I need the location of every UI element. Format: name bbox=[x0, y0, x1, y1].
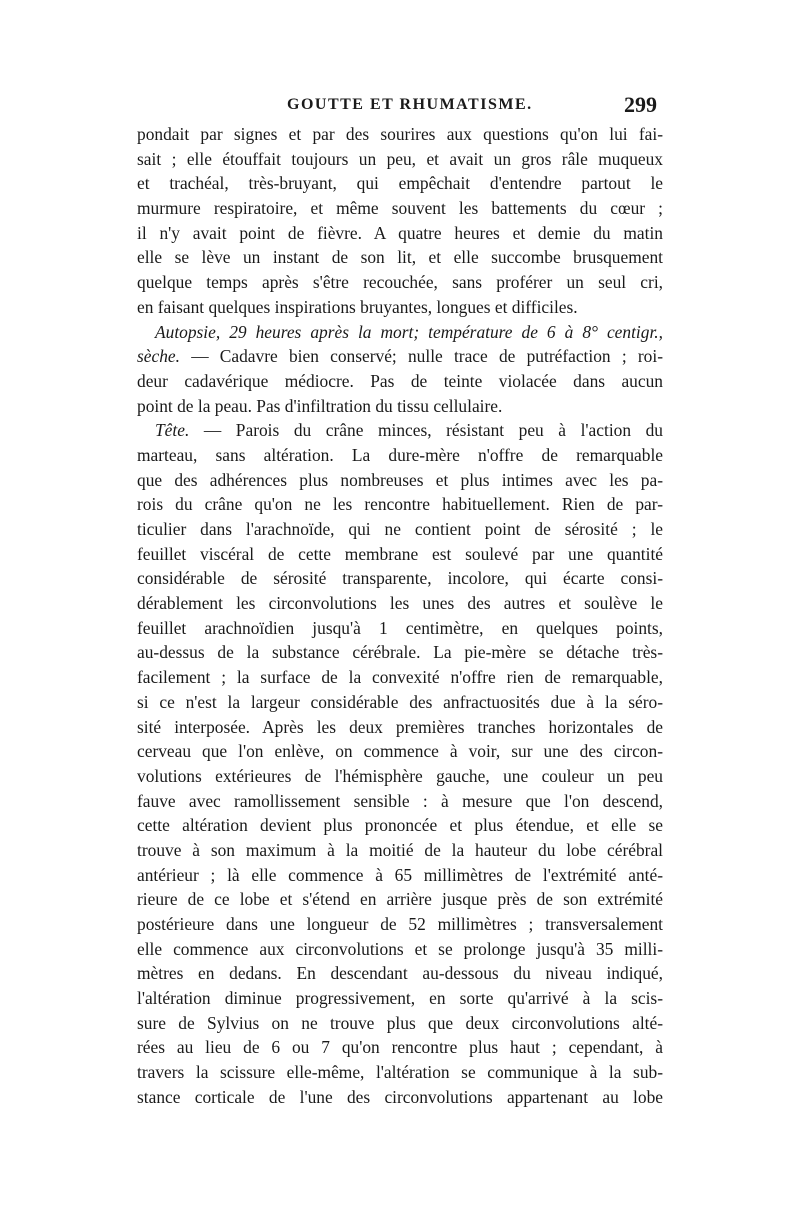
text-line: postérieure dans une longueur de 52 millimètres ; transversalement bbox=[137, 914, 663, 934]
text-line: cerveau que l'on enlève, on commence à voir, sur une des circon- bbox=[137, 741, 663, 762]
text-line: au-dessus de la substance cérébrale. La pie-mère se détache très- bbox=[137, 642, 663, 663]
text-line: rieure de ce lobe et s'étend en arrière jusque près de son extrémité bbox=[137, 889, 663, 910]
text-line: ticulier dans l'arachnoïde, qui ne contient point de sérosité ; le bbox=[137, 519, 663, 539]
page-number: 299 bbox=[624, 92, 657, 117]
text-line: elle se lève un instant de son lit, et elle succombe brusquement bbox=[137, 247, 663, 268]
text-line: marteau, sans altération. La dure-mère n'offre de remarquable bbox=[137, 444, 663, 465]
text-line: sure de Sylvius on ne trouve plus que deux circonvolutions alté- bbox=[137, 1012, 663, 1033]
text-line: cette altération devient plus prononcée et plus étendue, et elle se bbox=[137, 815, 663, 836]
running-title: GOUTTE ET RHUMATISME. bbox=[287, 96, 533, 113]
text-line: deur cadavérique médiocre. Pas de teinte violacée dans aucun bbox=[137, 370, 663, 391]
text-line: quelque temps après s'être recouchée, sans proférer un seul cri, bbox=[137, 272, 663, 293]
text-line: murmure respiratoire, et même souvent les battements du cœur ; bbox=[137, 198, 663, 219]
text-run: — Parois du crâne minces, résistant peu à l'action du bbox=[189, 420, 663, 441]
text-line: trouve à son maximum à la moitié de la hauteur du lobe cérébral bbox=[137, 839, 663, 860]
text-line: que des adhérences plus nombreuses et plus intimes avec les pa- bbox=[137, 469, 663, 490]
text-line: facilement ; la surface de la convexité n'offre rien de remarquable, bbox=[137, 667, 663, 688]
text-line: dérablement les circonvolutions les unes des autres et soulève le bbox=[137, 593, 663, 614]
text-line: et trachéal, très-bruyant, qui empêchait d'entendre partout le bbox=[137, 173, 663, 194]
text-line: sité interposée. Après les deux premières tranches horizontales de bbox=[137, 716, 663, 737]
text-line bbox=[137, 418, 663, 443]
text-line: pondait par signes et par des sourires aux questions qu'on lui fai- bbox=[137, 124, 663, 144]
page-header bbox=[137, 92, 657, 122]
text-line: travers la scissure elle-même, l'altération se communique à la sub- bbox=[137, 1062, 663, 1083]
text-line: elle commence aux circonvolutions et se prolonge jusqu'à 35 milli- bbox=[137, 938, 663, 959]
text-line: sait ; elle étouffait toujours un peu, et avait un gros râle muqueux bbox=[137, 148, 663, 169]
text-line: rées au lieu de 6 ou 7 qu'on rencontre plus haut ; cependant, à bbox=[137, 1037, 663, 1058]
text-line: rois du crâne qu'on ne les rencontre habituellement. Rien de par- bbox=[137, 494, 663, 515]
text-line: feuillet viscéral de cette membrane est soulevé par une quantité bbox=[137, 543, 663, 564]
body-text bbox=[137, 122, 663, 1110]
text-line bbox=[137, 344, 663, 369]
text-run: — Cadavre bien conservé; nulle trace de putréfaction ; roi- bbox=[179, 346, 663, 367]
text-line: fauve avec ramollissement sensible : à mesure que l'on descend, bbox=[137, 790, 663, 811]
text-line: considérable de sérosité transparente, incolore, qui écarte consi- bbox=[137, 568, 663, 589]
text-line: stance corticale de l'une des circonvolutions appartenant au lobe bbox=[137, 1086, 663, 1107]
section-label: Tête. bbox=[155, 420, 190, 441]
text-line: si ce n'est la largeur considérable des anfractuosités due à la séro- bbox=[137, 691, 663, 712]
text-line: l'altération diminue progressivement, en sorte qu'arrivé à la scis- bbox=[137, 988, 663, 1009]
text-line: il n'y avait point de fièvre. A quatre heures et demie du matin bbox=[137, 222, 663, 243]
text-line: en faisant quelques inspirations bruyantes, longues et difficiles. bbox=[137, 296, 578, 317]
text-line: feuillet arachnoïdien jusqu'à 1 centimètre, en quelques points, bbox=[137, 617, 663, 638]
text-line: mètres en dedans. En descendant au-dessous du niveau indiqué, bbox=[137, 963, 663, 984]
italic-word: sèche. bbox=[137, 346, 180, 367]
text-line: volutions extérieures de l'hémisphère gauche, une couleur un peu bbox=[137, 765, 663, 786]
text-line: point de la peau. Pas d'infiltration du tissu cellulaire. bbox=[137, 395, 503, 416]
text-line: antérieur ; là elle commence à 65 millimètres de l'extrémité anté- bbox=[137, 864, 663, 885]
autopsy-heading-line: Autopsie, 29 heures après la mort; température de 6 à 8° centigr., bbox=[155, 321, 663, 342]
